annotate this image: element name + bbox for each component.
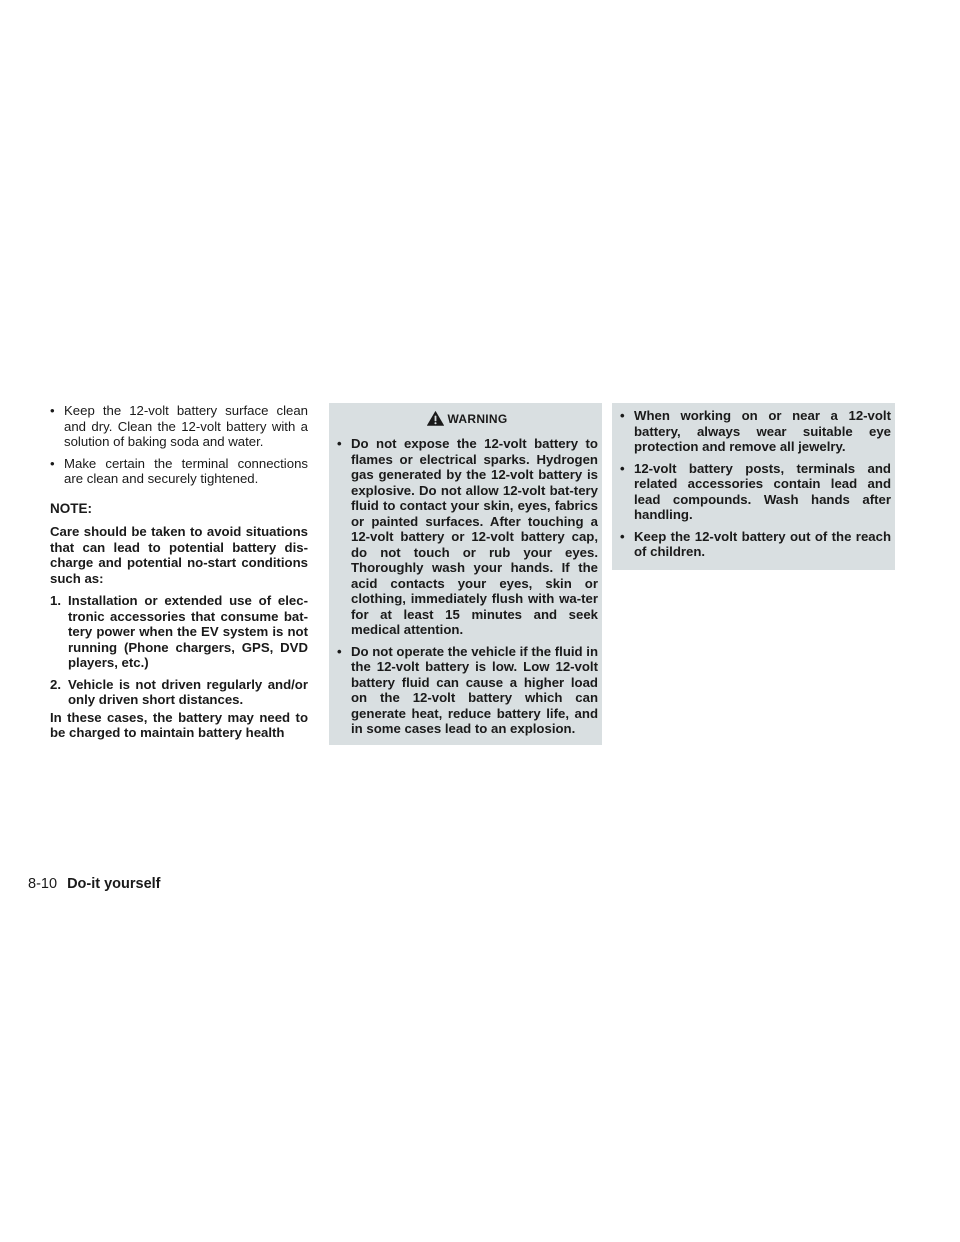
- numbered-item: [50, 677, 308, 708]
- warning-item-text: 12-volt battery posts, terminals and related accessories contain lead and lead compounds. Wash hands after handling.: [634, 460, 891, 522]
- bullet-dot: •: [620, 408, 625, 423]
- bullet-dot: •: [620, 460, 625, 476]
- warning-triangle-icon: [427, 411, 444, 426]
- warning-item: [620, 461, 891, 523]
- item-number: 2.: [50, 676, 61, 692]
- bullet-dot: •: [337, 643, 342, 659]
- bullet-text: Make certain the terminal connections are clean and securely tightened.: [64, 455, 308, 486]
- warning-item: [337, 644, 598, 737]
- bullet-dot: •: [50, 403, 55, 418]
- bullet-text: Keep the 12-volt battery surface clean and dry. Clean the 12-volt battery with a solution of baking soda and water.: [64, 403, 308, 449]
- bullet-item: [50, 403, 308, 450]
- warning-item: [620, 408, 891, 455]
- note-heading: NOTE:: [50, 500, 92, 516]
- bullet-item: [50, 456, 308, 487]
- warning-item: [337, 436, 598, 638]
- column-left: [50, 403, 308, 741]
- page-footer: [28, 876, 161, 892]
- warning-box-continued: [612, 403, 895, 570]
- item-number: 1.: [50, 593, 61, 608]
- section-title: Do-it yourself: [67, 876, 161, 892]
- item-text: Vehicle is not driven regularly and/or only driven short distances.: [68, 676, 308, 707]
- note-body: Care should be taken to avoid situations that can lead to potential battery dis-charge and potential no-start conditions such as:: [50, 524, 308, 586]
- warning-item-text: Keep the 12-volt battery out of the reach of children.: [634, 528, 891, 559]
- warning-item-text: Do not operate the vehicle if the fluid in the 12-volt battery is low. Low 12-volt battery fluid can cause a higher load on the 12-volt battery which can generate heat, reduce battery life, and in some cases lead to an explosion.: [351, 643, 598, 736]
- bullet-dot: •: [337, 436, 342, 451]
- bullet-dot: •: [50, 455, 55, 471]
- page-number: 8-10: [28, 876, 58, 892]
- warning-item-text: Do not expose the 12-volt battery to flames or electrical sparks. Hydrogen gas generated by the 12-volt battery is explosive. Do not allow 12-volt bat-tery fluid to contact your skin, eyes, fabrics or painted surfaces. After touching a 12-volt battery or 12-volt battery cap, do not touch or rub your eyes. Thoroughly wash your hands. If the acid contacts your eyes, skin or clothing, immediately flush with wa-ter for at least 15 minutes and seek medical attention.: [351, 436, 598, 637]
- warning-box-body: [612, 403, 895, 570]
- warning-item-text: When working on or near a 12-volt battery, always wear suitable eye protection and remove all jewelry.: [634, 408, 891, 454]
- item-text: Installation or extended use of elec-tronic accessories that consume bat-tery power when the EV system is not running (Phone chargers, GPS, DVD players, etc.): [68, 593, 308, 670]
- warning-box-body: [329, 403, 602, 745]
- bullet-dot: •: [620, 528, 625, 544]
- warning-title-text: WARNING: [447, 411, 508, 426]
- numbered-item: [50, 593, 308, 671]
- warning-box: [329, 403, 602, 745]
- warning-title: [337, 411, 598, 426]
- warning-item: [620, 529, 891, 560]
- closing-text: In these cases, the battery may need to be charged to maintain battery health: [50, 709, 308, 740]
